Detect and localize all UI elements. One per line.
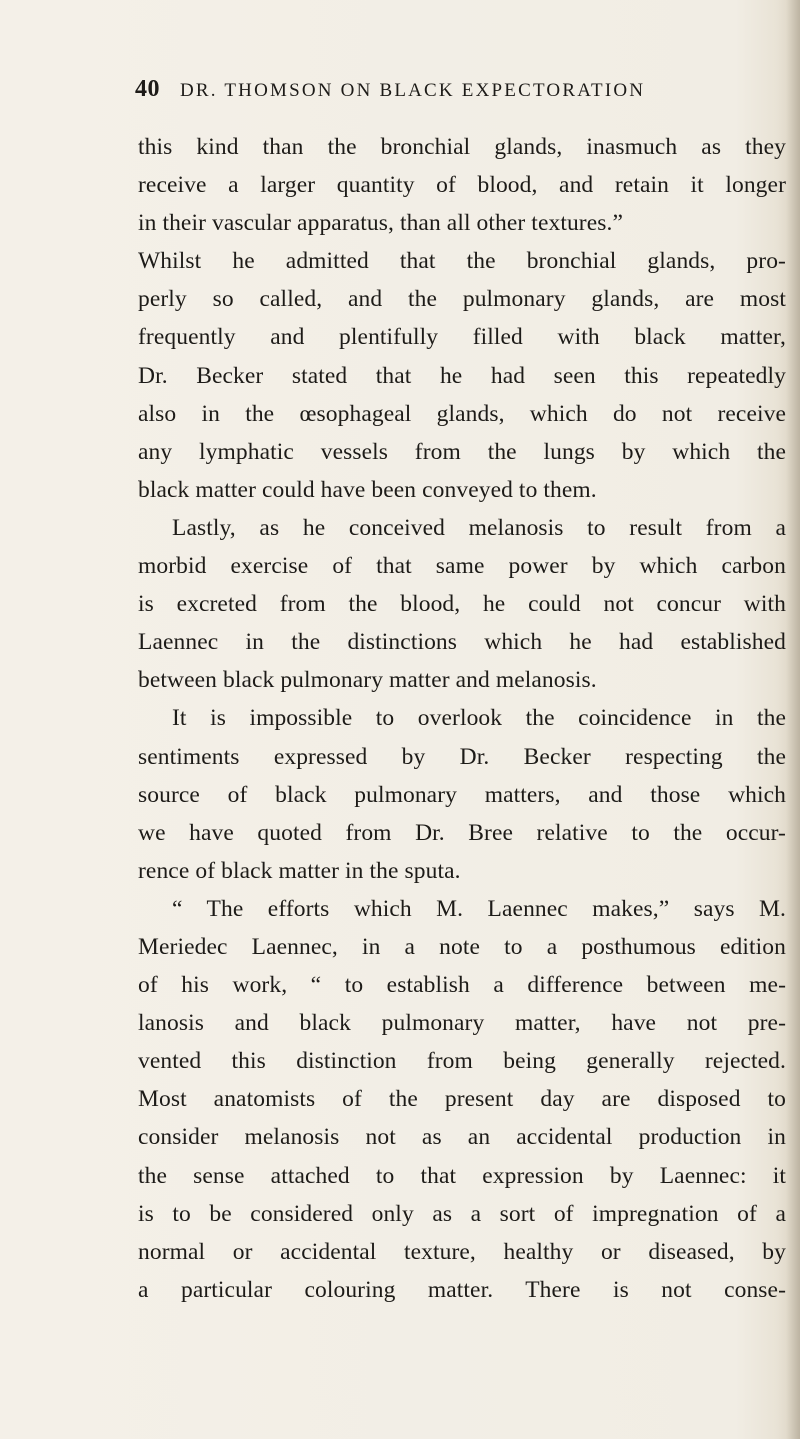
- page-number: 40: [135, 76, 160, 102]
- body-text: [138, 128, 786, 1309]
- page-header: [135, 76, 735, 106]
- text-line: normal or accidental texture, healthy or diseased, by: [138, 1238, 786, 1265]
- text-line: Meriedec Laennec, in a note to a posthumous edition: [138, 933, 786, 960]
- text-line: “ The efforts which M. Laennec makes,” says M.: [172, 895, 786, 922]
- text-line: a particular colouring matter. There is not conse-: [138, 1276, 786, 1303]
- text-line: this kind than the bronchial glands, inasmuch as they: [138, 134, 786, 160]
- page-edge-shadow: [786, 0, 800, 1439]
- text-line: is to be considered only as a sort of impregnation of a: [138, 1200, 786, 1227]
- text-line: perly so called, and the pulmonary glands, are most: [138, 286, 786, 313]
- text-line: It is impossible to overlook the coincidence in the: [172, 705, 786, 732]
- text-line: Laennec in the distinctions which he had established: [138, 629, 786, 656]
- text-line: sentiments expressed by Dr. Becker respecting the: [138, 743, 786, 770]
- text-line: consider melanosis not as an accidental production in: [138, 1124, 786, 1151]
- text-line: any lymphatic vessels from the lungs by which the: [138, 438, 786, 465]
- text-line: receive a larger quantity of blood, and retain it longer: [138, 172, 786, 199]
- text-line: also in the œsophageal glands, which do not receive: [138, 400, 786, 427]
- text-line: Lastly, as he conceived melanosis to result from a: [172, 514, 786, 541]
- text-line: in their vascular apparatus, than all other textures.”: [138, 210, 624, 237]
- text-line: rence of black matter in the sputa.: [138, 857, 461, 884]
- text-line: Dr. Becker stated that he had seen this repeatedly: [138, 362, 786, 389]
- text-line: Most anatomists of the present day are disposed to: [138, 1086, 786, 1113]
- text-line: morbid exercise of that same power by which carbon: [138, 553, 786, 580]
- text-line: the sense attached to that expression by Laennec: it: [138, 1162, 786, 1189]
- text-line: source of black pulmonary matters, and those which: [138, 781, 786, 808]
- text-line: vented this distinction from being generally rejected.: [138, 1048, 786, 1075]
- text-line: we have quoted from Dr. Bree relative to the occur-: [138, 819, 786, 846]
- text-line: black matter could have been conveyed to them.: [138, 476, 597, 503]
- text-line: is excreted from the blood, he could not concur with: [138, 591, 786, 618]
- text-line: frequently and plentifully filled with black matter,: [138, 324, 786, 351]
- text-line: lanosis and black pulmonary matter, have not pre-: [138, 1010, 786, 1037]
- text-line: Whilst he admitted that the bronchial glands, pro-: [138, 248, 786, 275]
- text-line: of his work, “ to establish a difference between me-: [138, 972, 786, 999]
- text-line: between black pulmonary matter and melanosis.: [138, 667, 597, 694]
- running-head: DR. THOMSON ON BLACK EXPECTORATION: [180, 80, 646, 101]
